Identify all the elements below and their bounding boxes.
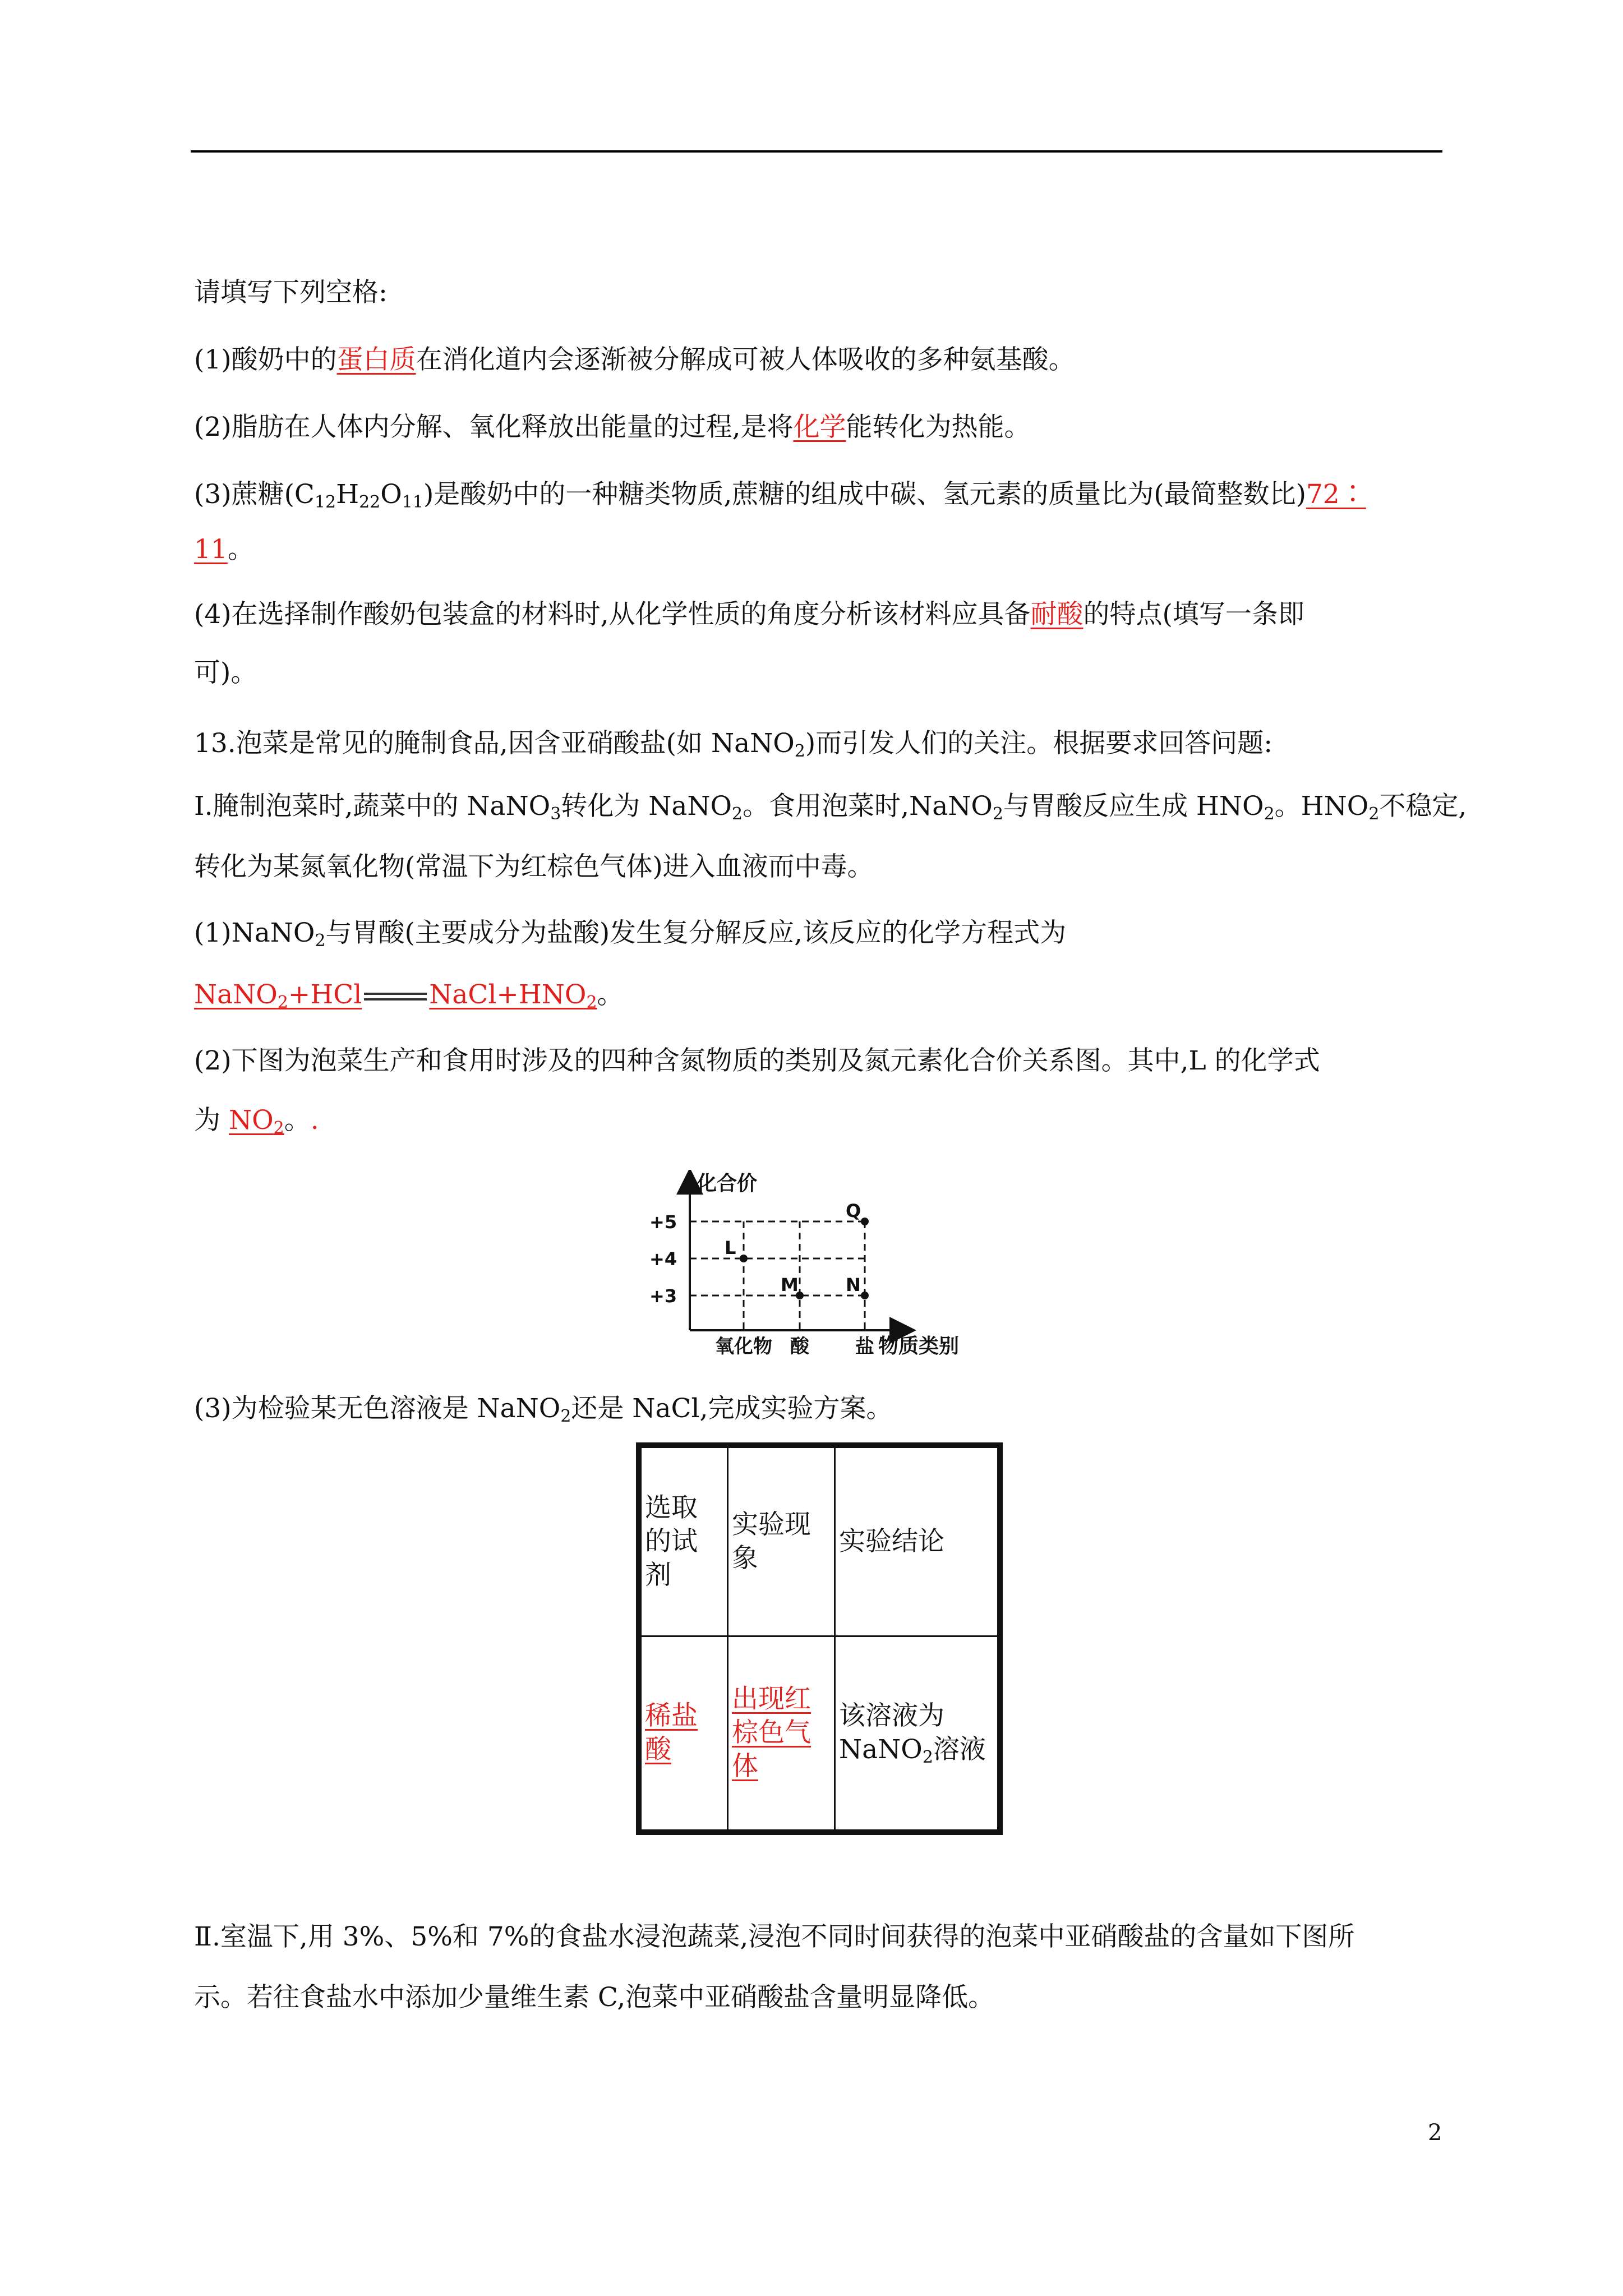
part-1-text-cont: 转化为某氮氧化物(常温下为红棕色气体)进入血液而中毒。 [194,851,874,882]
part-2-text-cont: 示。若往食盐水中添加少量维生素 C,泡菜中亚硝酸盐含量明显降低。 [194,1982,995,2013]
answer-3a: 72∶ [1306,479,1366,510]
point-label: M [781,1274,799,1295]
point-N [861,1292,869,1299]
equation-left: NaNO$_2$+HCl [194,979,362,1012]
question-1: (1)酸奶中的蛋白质在消化道内会逐渐被分解成可被人体吸收的多种氨基酸。 [194,344,1075,375]
point-L [740,1255,748,1262]
page-number: 2 [1428,2120,1442,2146]
header-phenomenon: 实验现 象 [728,1445,835,1636]
header-reagent: 选取 的试 剂 [639,1445,728,1636]
cell-reagent: 稀盐 酸 [639,1636,728,1832]
answer-2: 化学 [793,412,846,442]
x-tick-label: 盐 [855,1335,874,1358]
point-label: L [725,1237,736,1258]
x-tick-label: 酸 [790,1335,809,1358]
experiment-table [636,1442,1003,1835]
cell-phenomenon: 出现红 棕色气 体 [728,1636,835,1832]
question-13-header: 13.泡菜是常见的腌制食品,因含亚硝酸盐(如 NaNO$_2$)而引发人们的关注。根据要求回答问题: [194,728,1273,761]
table-header-row [639,1445,1000,1636]
x-tick-label: 氧化物 [715,1335,772,1358]
equation: NaNO$_2$+HCl $NaCl+HNO_2$。 [194,979,624,1012]
answer-l-formula: $NO_2$ [228,1105,284,1138]
equation-right: $NaCl+HNO_2$ [429,979,597,1012]
header-rule [191,150,1442,153]
valence-chart [645,1170,993,1373]
header-conclusion: 实验结论 [835,1445,1000,1636]
sub-question-1: (1)NaNO$_2$与胃酸(主要成分为盐酸)发生复分解反应,该反应的化学方程式为 [194,918,1067,951]
y-tick-label: +3 [649,1285,677,1307]
intro-text: 请填写下列空格: [194,277,388,308]
y-tick-label: +4 [649,1248,677,1270]
sub-question-3: (3)为检验某无色溶液是 NaNO$_2$还是 NaCl,完成实验方案。 [194,1393,893,1426]
x-axis-label: 物质类别 [878,1335,960,1358]
question-3-cont: 11。 [194,534,254,565]
question-3: (3)蔗糖$(C_{12}H_{22}O_{11})$是酸奶中的一种糖类物质,蔗糖的组成中碳、氢元素的质量比为(最简整数比)72∶ [194,479,1366,512]
question-2: (2)脂肪在人体内分解、氧化释放出能量的过程,是将化学能转化为热能。 [194,412,1031,442]
question-4-cont: 可)。 [194,657,257,688]
answer-3b: 11 [194,534,228,565]
sub-question-2-cont: 为 $NO_2$。. [194,1105,319,1138]
y-tick-label: +5 [649,1211,677,1233]
table-row [639,1636,1000,1832]
answer-4: 耐酸 [1030,599,1083,630]
point-label: Q [846,1200,861,1221]
y-axis-label: 化合价 [697,1172,758,1195]
equals-sign [364,993,427,1001]
question-4: (4)在选择制作酸奶包装盒的材料时,从化学性质的角度分析该材料应具备耐酸的特点(填写一条即 [194,599,1304,630]
cell-conclusion: 该溶液为 NaNO$_2$溶液 [835,1636,1000,1832]
part-2-text: Ⅱ.室温下,用 3%、5%和 7%的食盐水浸泡蔬菜,浸泡不同时间获得的泡菜中亚硝酸盐的含量如下图所 [194,1921,1355,1952]
point-Q [861,1218,869,1225]
chart-axes [690,1181,903,1330]
point-label: N [846,1274,861,1295]
sub-question-2: (2)下图为泡菜生产和食用时涉及的四种含氮物质的类别及氮元素化合价关系图。其中,L 的化学式 [194,1045,1320,1076]
part-1-text: Ⅰ.腌制泡菜时,蔬菜中的 NaNO$_3$转化为 NaNO$_2$。食用泡菜时,NaNO$_2$与胃酸反应生成 $HNO_2$。$HNO_2$不稳定, [194,791,1467,824]
answer-1: 蛋白质 [336,344,416,375]
